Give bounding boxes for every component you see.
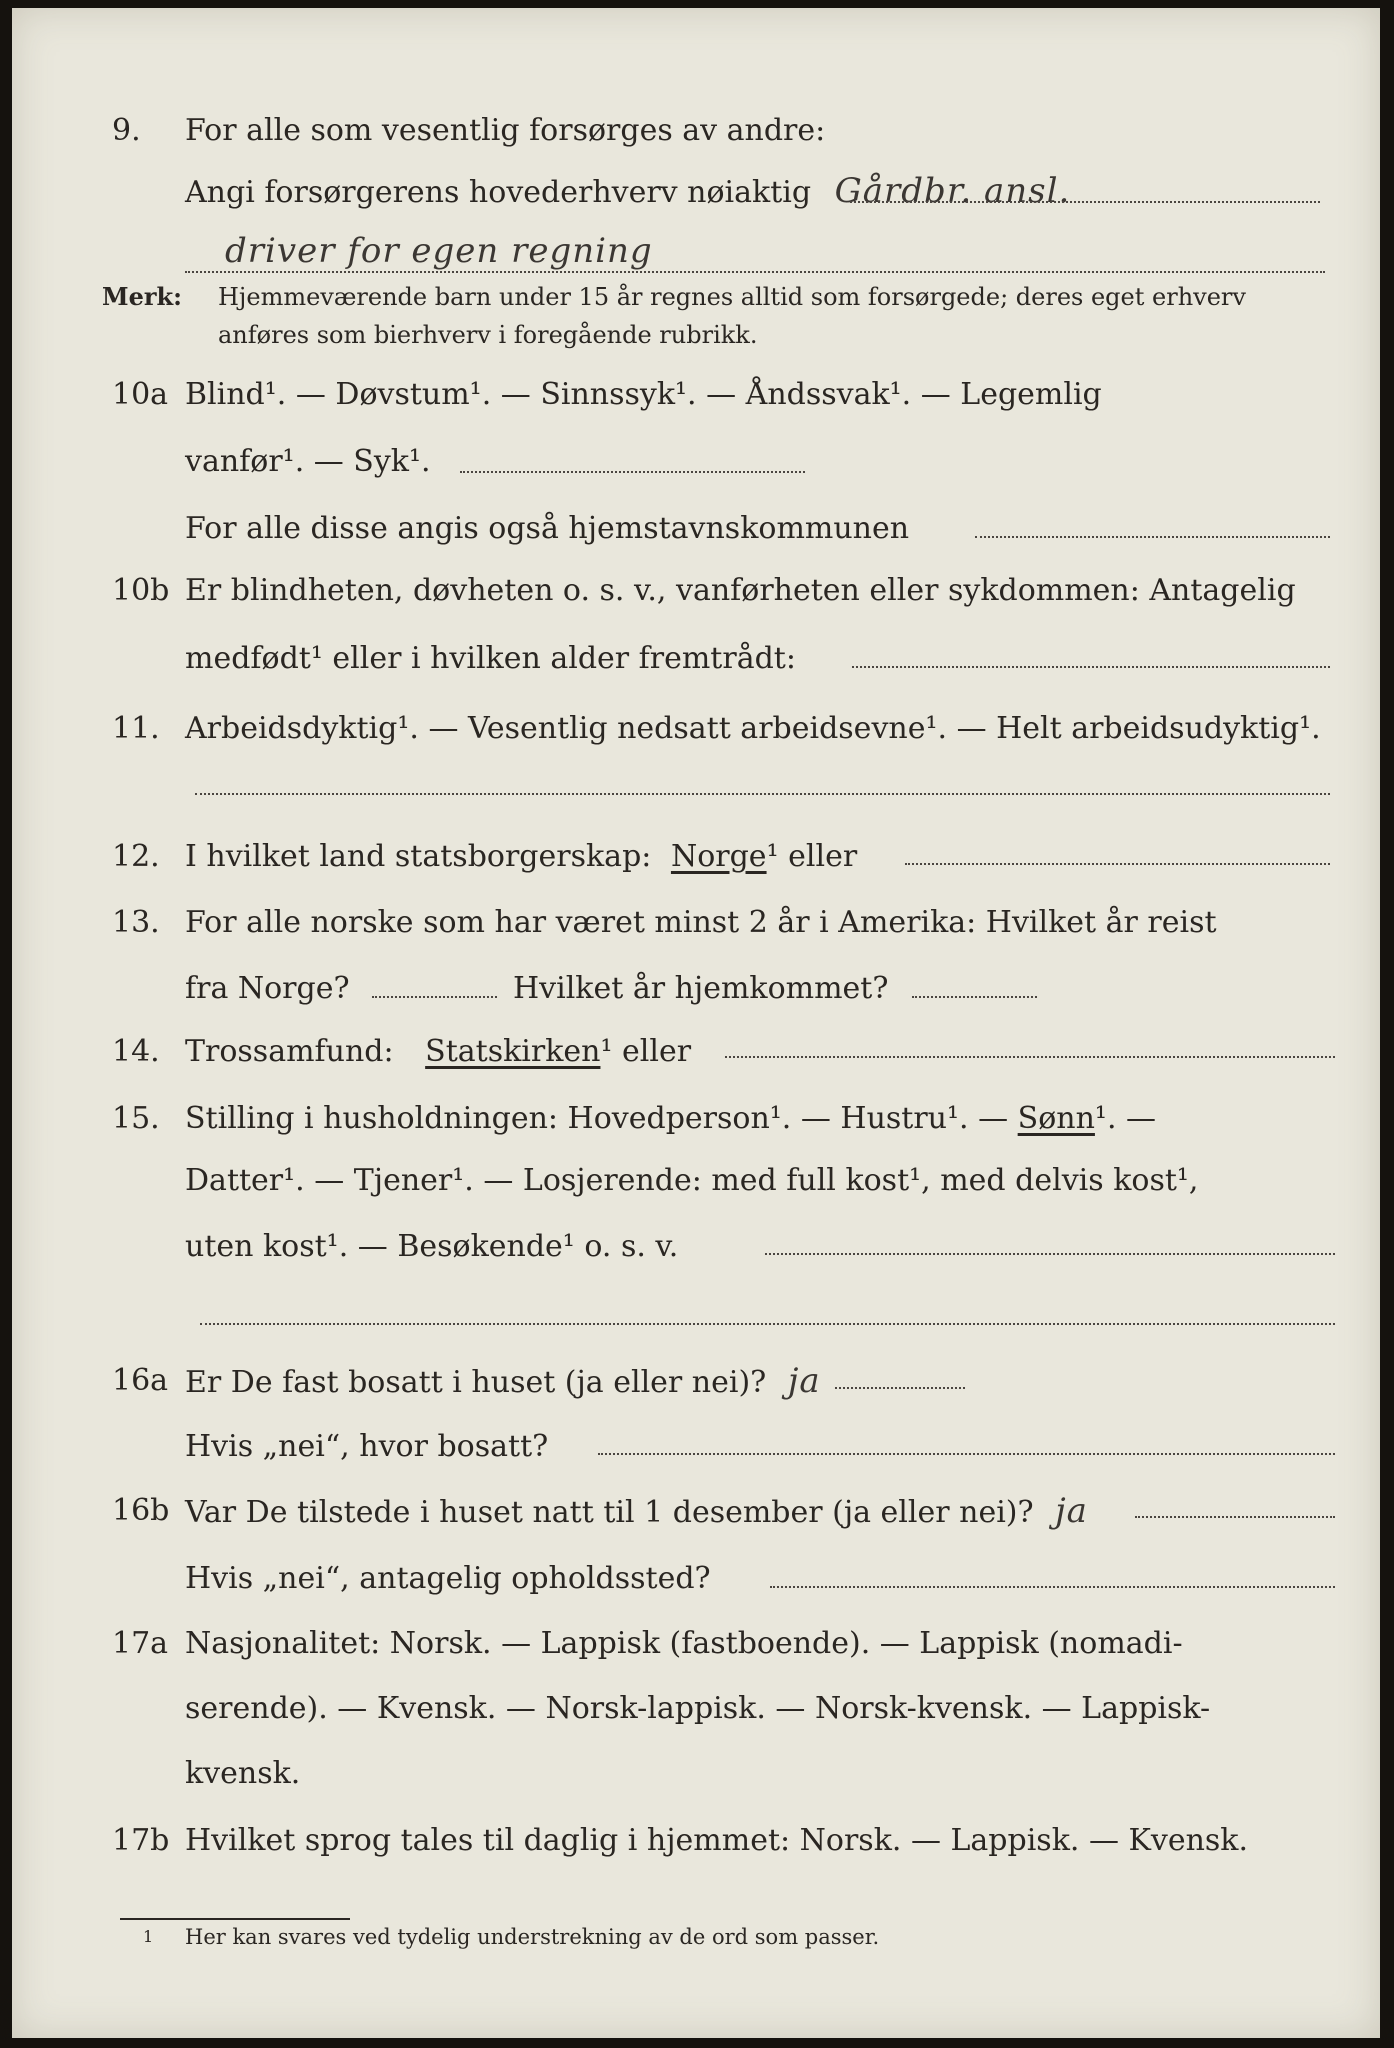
question-text: kvensk. <box>185 1756 301 1791</box>
note-text: anføres som bierhverv i foregående rubrikk. <box>218 321 758 349</box>
question-text: ¹ eller <box>766 839 858 874</box>
answer-line <box>850 200 1320 203</box>
footnote <box>143 1925 880 1949</box>
handwritten-answer[interactable]: ja <box>787 1361 821 1401</box>
question-number: 11. <box>112 711 160 746</box>
note-label: Merk: <box>102 282 182 311</box>
question-text: medfødt¹ eller i hvilken alder fremtrådt: <box>185 641 796 676</box>
question-text: For alle som vesentlig forsørges av andre: <box>185 113 826 148</box>
question-text: Er De fast bosatt i huset (ja eller nei)? <box>185 1365 767 1400</box>
question-text: uten kost¹. — Besøkende¹ o. s. v. <box>185 1229 679 1264</box>
question-text: Blind¹. — Døvstum¹. — Sinnssyk¹. — Åndssvak¹. — Legemlig <box>185 377 1102 412</box>
question-text: Stilling i husholdningen: Hovedperson¹. — Hustru¹. — <box>185 1101 1009 1136</box>
selected-option[interactable]: Norge <box>670 839 767 874</box>
question-number: 13. <box>112 905 160 940</box>
footnote-divider <box>120 1918 350 1920</box>
question-text: Hvilket sprog tales til daglig i hjemmet: Norsk. — Lappisk. — Kvensk. <box>185 1823 1249 1858</box>
question-number: 16a <box>112 1363 169 1398</box>
question-text: fra Norge? <box>185 971 350 1006</box>
selected-option[interactable]: Statskirken <box>425 1034 601 1069</box>
question-text: vanfør¹. — Syk¹. <box>185 444 431 479</box>
question-text: I hvilket land statsborgerskap: <box>185 839 652 874</box>
answer-line <box>725 1055 1335 1058</box>
footnote-marker: 1 <box>143 1927 154 1946</box>
answer-line <box>598 1452 1335 1455</box>
answer-line <box>852 665 1330 668</box>
question-text: ¹. — <box>1094 1101 1157 1136</box>
question-text: Hvis „nei“, antagelig opholdssted? <box>185 1561 711 1596</box>
selected-option[interactable]: Sønn <box>1017 1101 1095 1136</box>
question-text: Datter¹. — Tjener¹. — Losjerende: med full kost¹, med delvis kost¹, <box>185 1163 1199 1198</box>
question-text: Arbeidsdyktig¹. — Vesentlig nedsatt arbeidsevne¹. — Helt arbeidsudyktig¹. <box>185 711 1321 746</box>
question-number: 17b <box>112 1823 170 1858</box>
answer-line <box>460 470 805 473</box>
question-text: serende). — Kvensk. — Norsk-lappisk. — Norsk-kvensk. — Lappisk- <box>185 1691 1211 1726</box>
answer-line <box>372 995 497 998</box>
question-text: ¹ eller <box>600 1034 692 1069</box>
question-number: 10b <box>112 573 170 608</box>
answer-line <box>200 1322 1335 1325</box>
question-text: Nasjonalitet: Norsk. — Lappisk (fastboende). — Lappisk (nomadi- <box>185 1626 1183 1661</box>
handwritten-answer[interactable]: driver for egen regning <box>225 231 653 271</box>
question-number: 17a <box>112 1626 169 1661</box>
answer-line <box>770 1585 1335 1588</box>
answer-line <box>912 995 1037 998</box>
answer-line <box>975 535 1330 538</box>
question-text: Er blindheten, døvheten o. s. v., vanførheten eller sykdommen: Antagelig <box>185 573 1296 608</box>
answer-line <box>905 862 1330 865</box>
answer-line <box>1135 1515 1335 1518</box>
question-text: Var De tilstede i huset natt til 1 desember (ja eller nei)? <box>185 1495 1034 1530</box>
question-number: 9. <box>112 113 141 148</box>
question-text: Hvis „nei“, hvor bosatt? <box>185 1429 549 1464</box>
answer-line <box>185 270 1325 273</box>
question-number: 14. <box>112 1034 160 1069</box>
question-number: 12. <box>112 839 160 874</box>
question-number: 10a <box>112 377 169 412</box>
question-number: 16b <box>112 1493 170 1528</box>
footnote-text: Her kan svares ved tydelig understrekning av de ord som passer. <box>185 1925 880 1949</box>
handwritten-answer[interactable]: Gårdbr. ansl. <box>834 171 1071 211</box>
note-text: Hjemmeværende barn under 15 år regnes alltid som forsørgede; deres eget erhverv <box>218 283 1246 311</box>
answer-line <box>765 1252 1335 1255</box>
question-text: For alle norske som har været minst 2 år i Amerika: Hvilket år reist <box>185 905 1217 940</box>
question-text: For alle disse angis også hjemstavnskommunen <box>185 511 910 546</box>
question-text: Hvilket år hjemkommet? <box>513 971 889 1006</box>
answer-line <box>835 1386 965 1389</box>
question-number: 15. <box>112 1101 160 1136</box>
question-text: Trossamfund: <box>185 1034 394 1069</box>
question-text: Angi forsørgerens hovederhverv nøiaktig <box>185 175 812 210</box>
answer-line <box>195 792 1330 795</box>
handwritten-answer[interactable]: ja <box>1055 1491 1088 1531</box>
